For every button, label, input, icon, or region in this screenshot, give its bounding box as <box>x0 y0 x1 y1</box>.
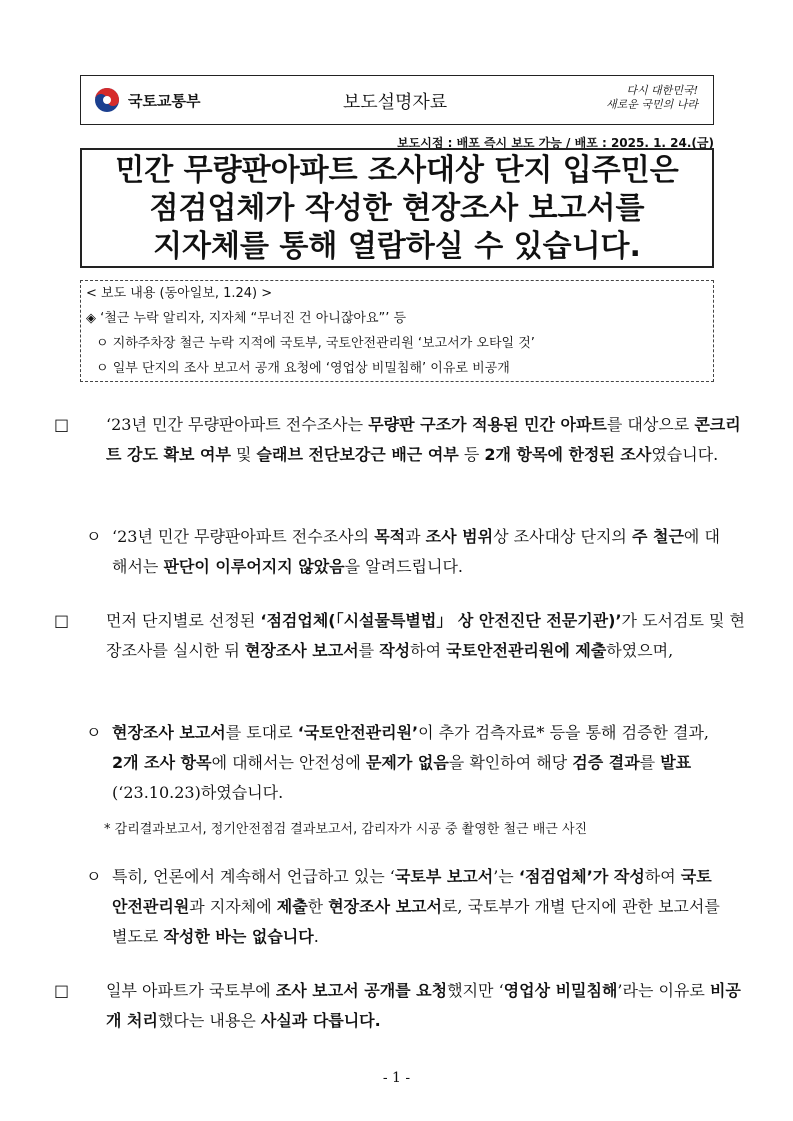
ministry-logo <box>94 85 200 115</box>
bullet-circle: ㅇ <box>86 527 102 546</box>
bullet-square: □ <box>54 981 70 1000</box>
paragraph-1: □ ‘23년 민간 무량판아파트 전수조사는 무량판 구조가 적용된 민간 아파트를 대상으로 콘크리트 강도 확보 여부 및 슬래브 전단보강근 배근 여부 등 2개 항목에 한정된 조사였습니다. <box>80 410 746 470</box>
title-line-3: 지자체를 통해 열람하실 수 있습니다. <box>153 229 641 264</box>
coverage-item-2: ㅇ 지하주차장 철근 누락 지적에 국토부, 국토안전관리원 ‘보고서가 오타일 것’ <box>96 336 535 351</box>
release-date: / 배포 : 2025. 1. 24.(금) <box>561 136 714 150</box>
bullet-circle: ㅇ <box>86 723 102 742</box>
title-line-1: 민간 무량판아파트 조사대상 단지 입주민은 <box>115 153 679 188</box>
slogan-line1: 다시 대한민국! <box>626 84 698 97</box>
coverage-heading: < 보도 내용 (동아일보, 1.24) > <box>86 286 273 301</box>
ministry-name: 국토교통부 <box>128 91 201 110</box>
subpoint-1: ㅇ ‘23년 민간 무량판아파트 전수조사의 목적과 조사 범위상 조사대상 단지의 주 철근에 대해서는 판단이 이루어지지 않았음을 알려드립니다. <box>86 522 720 582</box>
bullet-square: □ <box>54 415 70 434</box>
paragraph-3: □ 일부 아파트가 국토부에 조사 보고서 공개를 요청했지만 ‘영업상 비밀침해’라는 이유로 비공개 처리했다는 내용은 사실과 다릅니다. <box>80 976 746 1036</box>
subpoint-2: ㅇ 현장조사 보고서를 토대로 ‘국토안전관리원’이 추가 검측자료* 등을 통해 검증한 결과, 2개 조사 항목에 대해서는 안전성에 문제가 없음을 확인하여 해당 검증 결과를 발표(‘23.10.23)하였습니다. <box>86 718 720 808</box>
paragraph-2: □ 먼저 단지별로 선정된 ‘점검업체(「시설물특별법」 상 안전진단 전문기관)’가 도서검토 및 현장조사를 실시한 뒤 현장조사 보고서를 작성하여 국토안전관리원에 제출하였으며, <box>80 606 746 666</box>
title-line-2: 점검업체가 작성한 현장조사 보고서를 <box>149 191 645 226</box>
coverage-item-1: ◈ ‘철근 누락 알리자, 지자체 “무너진 건 아니잖아요”’ 등 <box>86 311 407 326</box>
footnote: * 감리결과보고서, 정기안전점검 결과보고서, 감리자가 시공 중 촬영한 철근 배근 사진 <box>104 822 588 837</box>
slogan-line2: 새로운 국민의 나라 <box>605 98 698 111</box>
release-label: 보도시점 : 배포 즉시 보도 가능 <box>397 136 562 150</box>
slogan <box>578 84 698 118</box>
taegeuk-logo-icon <box>94 87 120 113</box>
coverage-item-3: ㅇ 일부 단지의 조사 보고서 공개 요청에 ‘영업상 비밀침해’ 이유로 비공개 <box>96 361 510 376</box>
bullet-square: □ <box>54 611 70 630</box>
bullet-circle: ㅇ <box>86 867 102 886</box>
page-number: - 1 - <box>382 1070 411 1086</box>
document-type: 보도설명자료 <box>342 92 448 113</box>
subpoint-3: ㅇ 특히, 언론에서 계속해서 언급하고 있는 ‘국토부 보고서’는 ‘점검업체’가 작성하여 국토안전관리원과 지자체에 제출한 현장조사 보고서로, 국토부가 개별 단지에 관한 보고서를 별도로 작성한 바는 없습니다. <box>86 862 720 952</box>
